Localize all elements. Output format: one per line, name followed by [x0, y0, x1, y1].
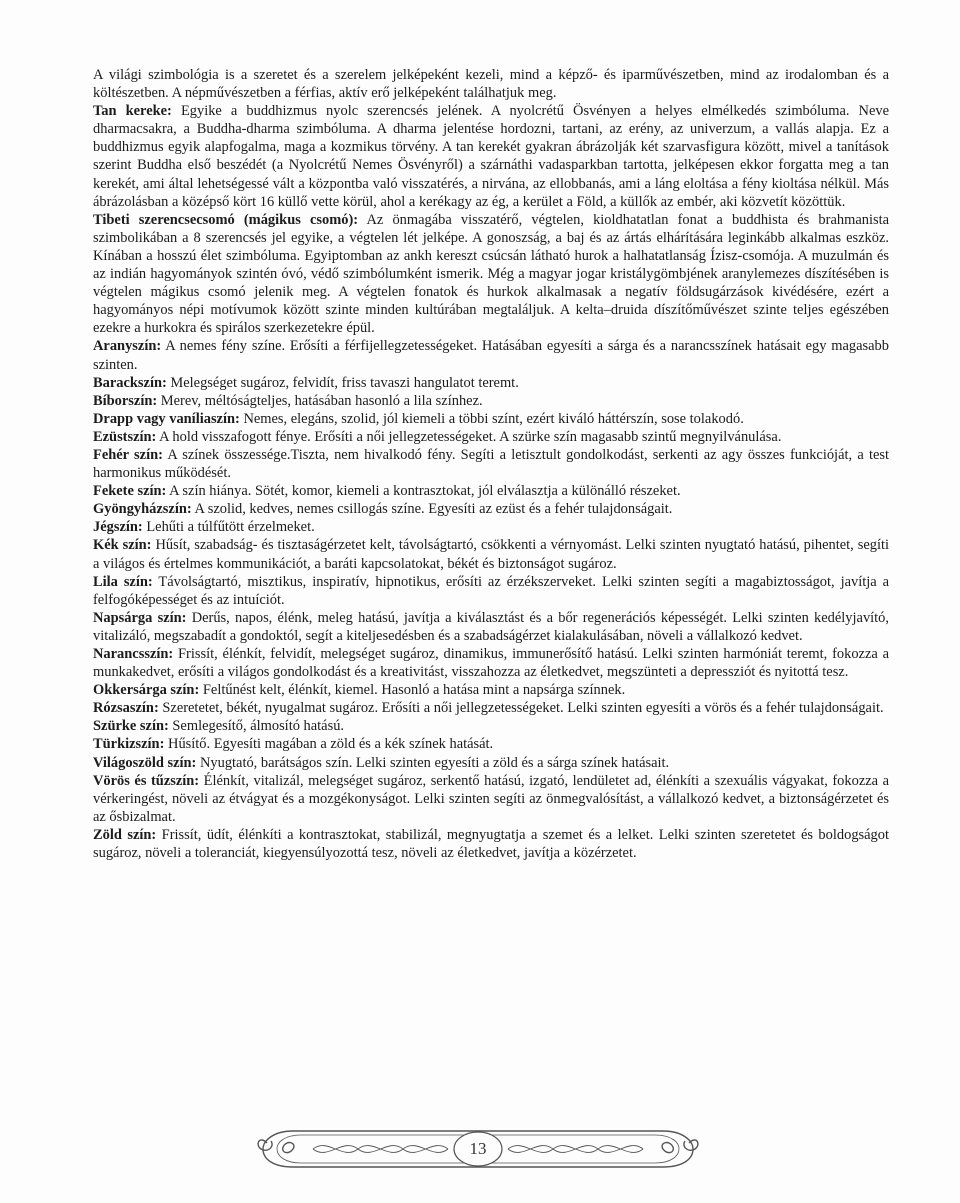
term-heading: Barackszín: — [93, 374, 167, 391]
term-heading: Vörös és tűzszín: — [93, 772, 200, 789]
paragraph — [93, 428, 889, 446]
paragraph — [93, 66, 889, 102]
paragraph-text: Élénkít, vitalizál, melegséget sugároz, serkentő hatású, izgató, lendületet ad, élénkíti a szexuális vágyakat, fokozza a vérkeringést, növeli az étvágyat és a mozgékonyságot. Lelki szinten segíti az önmegvalósítást, a vállalkozó kedvet, a biztonságérzetet és az ősbizalmat. — [93, 772, 889, 825]
term-heading: Kék szín: — [93, 537, 152, 554]
term-heading: Narancsszín: — [93, 646, 174, 662]
paragraph-text: Frissít, üdít, élénkíti a kontrasztokat, stabilizál, megnyugtatja a szemet és a lelket. Lelki szinten szeretetet és boldogságot sugároz, növeli a toleranciát, kiegyensúlyozottá tesz, növeli az életkedvet, javítja a közérzetet. — [93, 826, 890, 862]
paragraph — [93, 699, 889, 717]
paragraph-text: Lehűti a túlfűtött érzelmeket. — [142, 519, 315, 536]
term-heading: Szürke szín: — [93, 718, 169, 735]
paragraph — [93, 446, 889, 482]
paragraph-text: Semlegesítő, álmosító hatású. — [168, 718, 345, 735]
paragraph-text: Szeretetet, békét, nyugalmat sugároz. Erősíti a női jellegzetességeket. Lelki szinten egyesíti a vörös és a fehér tulajdonságait. — [158, 700, 884, 717]
paragraph — [93, 337, 889, 373]
term-heading: Fehér szín: — [93, 446, 163, 463]
paragraph-text: Derűs, napos, élénk, meleg hatású, javítja a kiválasztást és a bőr regenerációs képességét. Lelki szinten kedélyjavító, vitalizáló, megszabadít a gondoktól, segít a kiteljesedésben és a szabadságérzet kialakulásában, növeli a vállalkozó kedvet. — [93, 609, 890, 644]
paragraph-text: Egyike a buddhizmus nyolc szerencsés jelének. A nyolcrétű Ösvényen a helyes elmélkedés szimbóluma. Neve dharmacsakra, a Buddha-dharma szimbóluma. A dharma jelentése hordozni, tartani, az erény, az univerzum, a vallás alapja. Ez a buddhizmus egyik alapfogalma, maga a kozmikus törvény. A tan kerekét gyakran ábrázolják két szarvasfigura között, mivel a tanítások szerint Buddha első beszédét (a Nyolcrétű Nemes Ösvényről) a szárnáthi vadasparkban tartotta, jelképesen ekkor forgatta meg a tan kerekét, ami által lehetségessé vált a központba való visszatérés, a nirvána, az ellobbanás, ami a láng eloltása a fény kioltása nélkül. Más ábrázolásban a középső kört 16 küllő vette körül, ahol a kerékagy az ég, a kerület a Föld, a küllők az embér, aki közvetít közöttük. — [93, 103, 890, 210]
term-heading: Rózsaszín: — [93, 700, 159, 717]
term-heading: Napsárga szín: — [93, 609, 187, 626]
paragraph — [93, 717, 889, 735]
term-heading: Türkizszín: — [93, 736, 165, 753]
paragraph-text: A szín hiánya. Sötét, komor, kiemeli a kontrasztokat, jól elválasztja a különálló részeket. — [166, 483, 681, 500]
paragraph-text: A hold visszafogott fénye. Erősíti a női jellegzetességeket. A szürke szín magasabb szintű megnyilvánulása. — [156, 428, 782, 445]
paragraph — [93, 826, 889, 862]
paragraph — [93, 645, 889, 681]
paragraph-text: Távolságtartó, misztikus, inspiratív, hipnotikus, erősíti az érzékszerveket. Lelki szinten segíti a magabiztosságot, javítja a felfogóképességet és az intuíciót. — [93, 573, 890, 608]
paragraph — [93, 410, 889, 428]
paragraph — [93, 735, 889, 753]
paragraph-text: Hűsít, szabadság- és tisztaságérzetet kelt, távolságtartó, csökkenti a vérnyomást. Lelki szinten nyugtató hatású, pihentet, segíti a világos és értelmes kommunikációt, a baráti kapcsolatokat, békét és biztonságot sugároz. — [93, 537, 890, 572]
term-heading: Fekete szín: — [93, 483, 167, 500]
term-heading: vagy vaníliaszín: — [136, 410, 240, 427]
paragraph — [93, 102, 889, 211]
term-heading: Ezüstszín: — [93, 428, 157, 445]
paragraph-text: Nemes, elegáns, szolid, jól kiemeli a többi színt, ezért kiváló háttérszín, sose tolakodó. — [239, 410, 744, 427]
paragraph — [93, 609, 889, 645]
paragraph-text: Feltűnést kelt, élénkít, kiemel. Hasonló a hatása mint a napsárga színnek. — [199, 682, 626, 699]
page-number-ornament — [253, 1117, 703, 1181]
paragraph-text: A szolid, kedves, nemes csillogás színe. Egyesíti az ezüst és a fehér tulajdonságait. — [191, 501, 673, 518]
term-heading: Jégszín: — [93, 519, 143, 536]
term-heading: Bíborszín: — [93, 392, 158, 409]
paragraph — [93, 211, 889, 338]
paragraph-text: Merev, méltóságteljes, hatásában hasonló a lila színhez. — [157, 392, 483, 409]
paragraph — [93, 573, 889, 609]
term-heading: Világoszöld szín: — [93, 754, 197, 771]
paragraph-text: Hűsítő. Egyesíti magában a zöld és a kék színek hatását. — [164, 736, 494, 753]
body-text — [93, 66, 889, 862]
paragraph-text: Az önmagába visszatérő, végtelen, kioldhatatlan fonat a buddhista és brahmanista szimbolikában a 8 szerencsés jel egyike, a végtelen lét jelképe. A gonoszság, a baj és az ártás elhárítására leginkább alkalmas eszköz. Kínában a hosszú élet szimbóluma. Egyiptomban az ankh kereszt csúcsán látható hurok a halhatatlanság Ízisz-csomója. A muzulmán és az indián hagyományok szintén óvó, védő szimbólumként ismerik. Még a magyar jogar kristálygömbjének aranylemezes díszítésében is végtelen mágikus csomó jelenik meg. A végtelen fonatok és hurkok alkalmasak a negatív földsugárzások kivédésére, ezért a hagyományos népi motívumok között szinte minden kultúrában megtaláljuk. A kelta–druida díszítőművészet szinte teljes egészében ezekre a hurkokra és spirálos szerkezetekre épül. — [93, 211, 889, 337]
term-heading: Gyöngyházszín: — [93, 501, 192, 518]
paragraph — [93, 374, 889, 392]
paragraph — [93, 754, 889, 772]
page-number: 13 — [469, 1139, 487, 1158]
term-heading: Aranyszín: — [93, 338, 162, 355]
paragraph-text: A nemes fény színe. Erősíti a férfijellegzetességeket. Hatásában egyesíti a sárga és a narancsszínek hatásait egy magasabb szinten. — [93, 338, 889, 373]
paragraph-text: Nyugtató, barátságos szín. Lelki szinten egyesíti a zöld és a sárga színek hatásait. — [196, 754, 670, 771]
term-heading: Drapp — [93, 410, 134, 427]
term-heading: Lila szín: — [93, 573, 153, 590]
term-heading: Tan kereke: — [93, 103, 172, 120]
term-heading: Okkersárga szín: — [93, 682, 200, 699]
paragraph — [93, 392, 889, 410]
paragraph-text: A világi szimbológia is a szeretet és a szerelem jelképeként kezeli, mind a képző- és iparművészetben, mind az irodalomban és a költészetben. A népművészetben a férfias, aktív erő jelképeként találhatjuk meg. — [93, 67, 889, 102]
paragraph — [93, 518, 889, 536]
paragraph — [93, 500, 889, 518]
paragraph — [93, 536, 889, 572]
paragraph — [93, 772, 889, 826]
paragraph-text: Frissít, élénkít, felvidít, melegséget sugároz, dinamikus, immunerősítő hatású. Lelki szinten harmóniát teremt, fokozza a munkakedvet, erősíti a világos gondolkodást és a kreativitást, visszahozza az életkedvet, megszünteti a depressziót és nyitottá tesz. — [93, 646, 889, 681]
paragraph — [93, 482, 889, 500]
paragraph-text: A színek összessége.Tiszta, nem hivalkodó fény. Segíti a letisztult gondolkodást, serkenti az agy összes funkcióját, a test harmonikus működését. — [93, 446, 890, 482]
paragraph — [93, 681, 889, 699]
paragraph-text: Melegséget sugároz, felvidít, friss tavaszi hangulatot teremt. — [166, 374, 519, 391]
term-heading: Zöld szín: — [93, 826, 157, 843]
term-heading: Tibeti szerencsecsomó (mágikus csomó): — [93, 211, 359, 228]
